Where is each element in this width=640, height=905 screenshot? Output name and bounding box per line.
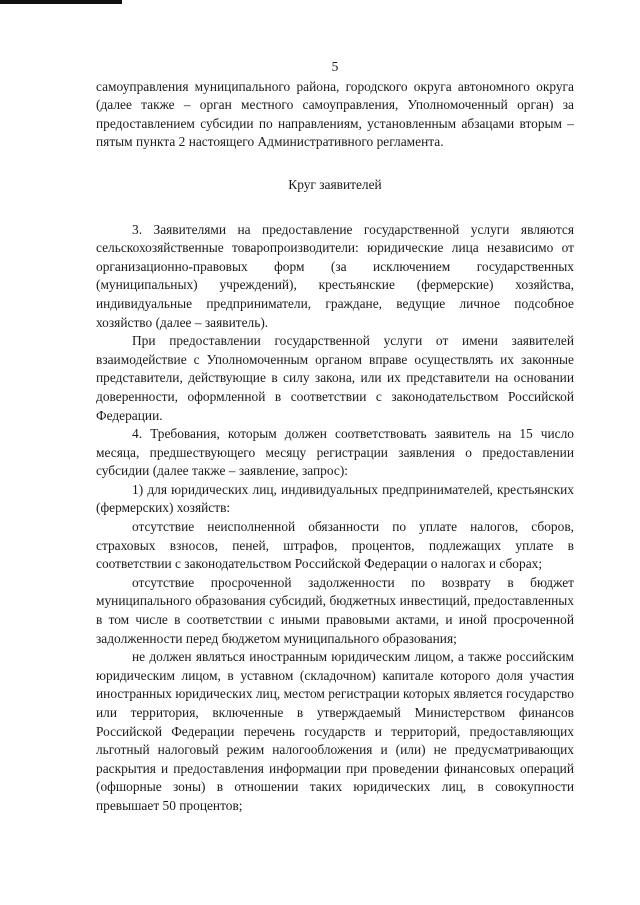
paragraph-item-3: 3. Заявителями на предоставление государственной услуги являются сельскохозяйственные товаропроизводители: юридические лица независимо от организационно-правовых форм (за исключением государственных (муниципальных) учреждений), крестьянские (фермерские) хозяйства, индивидуальные предприниматели, граждане, ведущие личное подсобное хозяйство (далее – заявитель).	[96, 221, 574, 330]
paragraph-overdue-debt: отсутствие просроченной задолженности по возврату в бюджет муниципального образования субсидий, бюджетных инвестиций, предоставленных в том числе в соответствии с иными правовыми актами, и иной просроченной задолженности перед бюджетом муниципального образования;	[96, 574, 574, 646]
paragraph-foreign-entity: не должен являться иностранным юридическим лицом, а также российским юридическим лицом, в уставном (складочном) капитале которого доля участия иностранных юридических лиц, местом регистрации которых является государство или территория, включенные в утверждаемый Министерством финансов Российской Федерации перечень государств и территорий, предоставляющих льготный налоговый режим налогообложения и (или) не предусматривающих раскрытия и предоставления информации при проведении финансовых операций (офшорные зоны) в отношении таких юридических лиц, в совокупности превышает 50 процентов;	[96, 649, 574, 813]
paragraph-subitem-1: 1) для юридических лиц, индивидуальных предпринимателей, крестьянских (фермерских) хозяйств:	[96, 481, 574, 516]
paragraph-item-4: 4. Требования, которым должен соответствовать заявитель на 15 число месяца, предшествующего месяцу регистрации заявления о предоставлении субсидии (далее также – заявление, запрос):	[96, 426, 574, 479]
section-heading: Круг заявителей	[288, 176, 382, 192]
paragraph-tax-obligation: отсутствие неисполненной обязанности по уплате налогов, сборов, страховых взносов, пеней, штрафов, процентов, подлежащих уплате в соответствии с законодательством Российской Федерации о налогах и сборах;	[96, 519, 574, 572]
document-page	[96, 58, 574, 816]
top-edge-mark	[0, 0, 122, 4]
paragraph-continuation: самоуправления муниципального района, городского округа автономного округа (далее также – орган местного самоуправления, Уполномоченный орган) за предоставлением субсидии по направлениям, установленным абзацами вторым – пятым пункта 2 настоящего Административного регламента.	[96, 78, 574, 150]
page-number: 5	[331, 59, 339, 74]
paragraph-representatives: При предоставлении государственной услуги от имени заявителей взаимодействие с Уполномоченным органом вправе осуществлять их законные представители, действующие в силу закона, или их представители на основании доверенности, оформленной в соответствии с законодательством Российской Федерации.	[96, 333, 574, 423]
